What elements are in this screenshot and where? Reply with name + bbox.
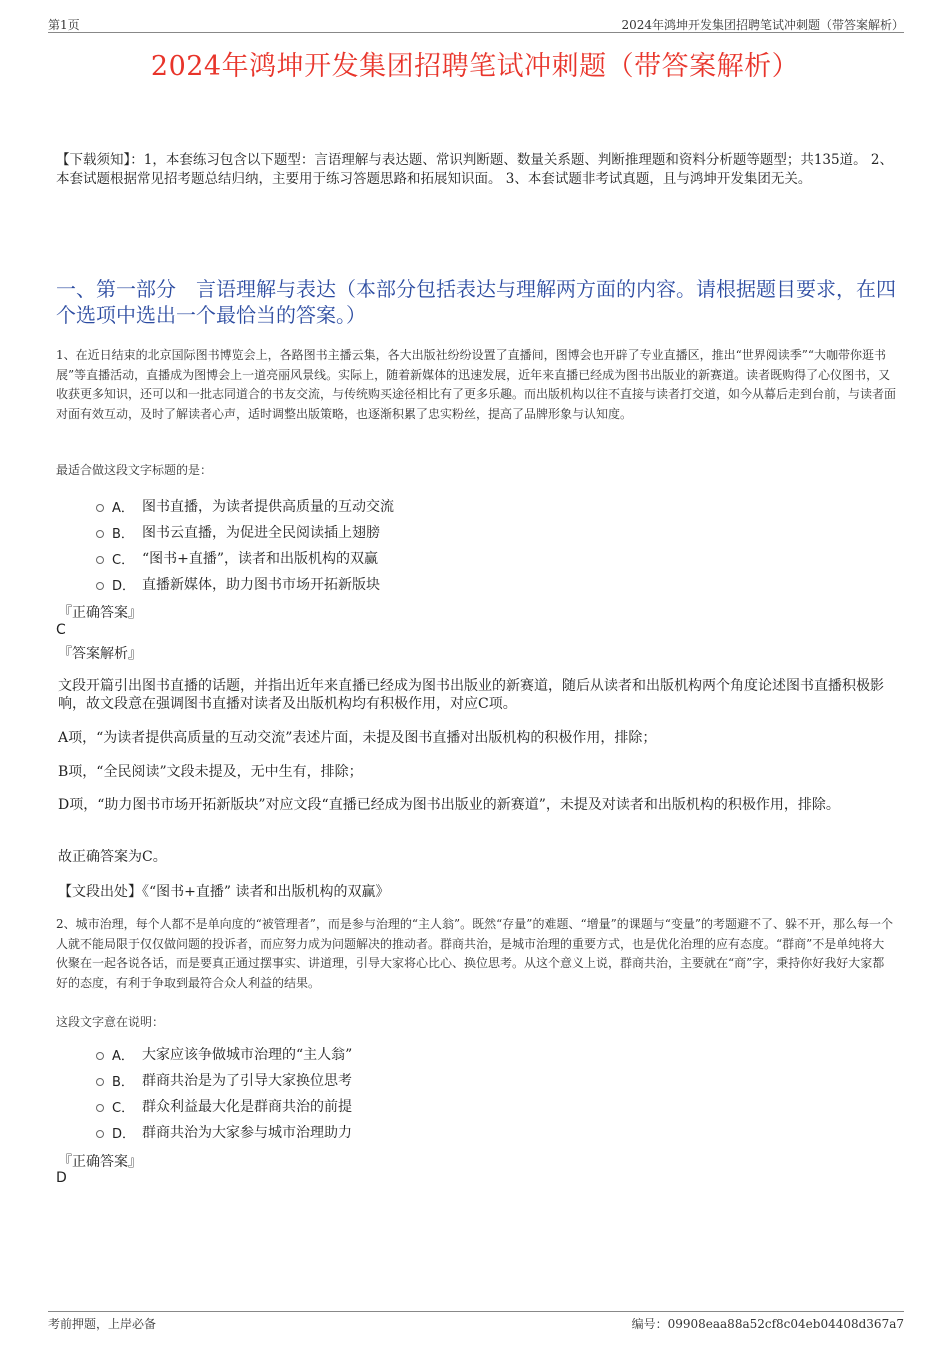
correct-answer: D [56, 1170, 67, 1186]
analysis-paragraph: D项，“助力图书市场开拓新版块”对应文段“直播已经成为图书出版业的新赛道”，未提及对读者和出版机构的积极作用，排除。 [58, 797, 840, 813]
option-d[interactable] [96, 571, 394, 597]
option-text: 直播新媒体，助力图书市场开拓新版块 [142, 577, 380, 593]
analysis-paragraph: A项，“为读者提供高质量的互动交流”表述片面，未提及图书直播对出版机构的积极作用，排除； [58, 730, 657, 746]
option-text: “图书+直播”，读者和出版机构的双赢 [142, 551, 379, 567]
download-notice: 【下载须知】：1，本套练习包含以下题型：言语理解与表达题、常识判断题、数量关系题、判断推理题和资料分析题等题型；共135道。 2、本套试题根据常见招考题总结归纳，主要用于练习答题思路和拓展知识面。 3、本套试题非考试真题，且与鸿坤开发集团无关。 [56, 152, 893, 187]
radio-icon[interactable] [96, 556, 104, 564]
question-1-prompt: 最适合做这段文字标题的是： [56, 463, 213, 477]
page-header [48, 14, 904, 33]
option-letter: B． [112, 526, 134, 542]
analysis-paragraph: B项，“全民阅读”文段未提及，无中生有，排除； [58, 764, 363, 780]
question-2-options [96, 1041, 352, 1145]
radio-icon[interactable] [96, 1104, 104, 1112]
radio-icon[interactable] [96, 582, 104, 590]
option-text: 图书直播，为读者提供高质量的互动交流 [142, 499, 394, 515]
header-doc-title: 2024年鸿坤开发集团招聘笔试冲刺题（带答案解析） [621, 18, 904, 32]
option-b[interactable] [96, 1067, 352, 1093]
option-c[interactable] [96, 1093, 352, 1119]
correct-answer: C [56, 622, 66, 638]
option-letter: D． [112, 578, 136, 594]
footer-serial: 编号：09908eaa88a52cf8c04eb04408d367a7 [631, 1317, 904, 1331]
option-a[interactable] [96, 1041, 352, 1067]
option-letter: B． [112, 1074, 134, 1090]
footer-slogan: 考前押题，上岸必备 [48, 1317, 157, 1331]
source-citation: 【文段出处】《“图书+直播” 读者和出版机构的双赢》 [58, 884, 390, 900]
question-1-options [96, 493, 394, 597]
option-letter: A． [112, 500, 134, 516]
document-title: 2024年鸿坤开发集团招聘笔试冲刺题（带答案解析） [150, 51, 800, 82]
answer-label: 『正确答案』 [58, 1154, 142, 1170]
option-text: 图书云直播，为促进全民阅读插上翅膀 [142, 525, 380, 541]
page-footer [48, 1311, 904, 1332]
option-letter: A． [112, 1048, 134, 1064]
radio-icon[interactable] [96, 1130, 104, 1138]
option-text: 群众利益最大化是群商共治的前提 [142, 1099, 352, 1115]
radio-icon[interactable] [96, 530, 104, 538]
radio-icon[interactable] [96, 1052, 104, 1060]
option-a[interactable] [96, 493, 394, 519]
analysis-paragraph: 故正确答案为C。 [58, 849, 167, 865]
question-2-text: 2、城市治理，每个人都不是单向度的“被管理者”，而是参与治理的“主人翁”。既然“存量”的难题、“增量”的课题与“变量”的考题避不了、躲不开，那么每一个人就不能局限于仅仅做问题的投诉者，而应努力成为问题解决的推动者。群商共治，是城市治理的重要方式，也是优化治理的应有态度。“群商”不是单纯将大伙聚在一起各说各话，而是要真正通过摆事实、讲道理，引导大家将心比心、换位思考。从这个意义上说，群商共治，主要就在“商”字，秉持你好我好大家都好的态度，有利于争取到最符合众人利益的结果。 [56, 917, 893, 990]
option-d[interactable] [96, 1119, 352, 1145]
option-b[interactable] [96, 519, 394, 545]
question-1-text: 1、在近日结束的北京国际图书博览会上，各路图书主播云集，各大出版社纷纷设置了直播间，图博会也开辟了专业直播区，推出“世界阅读季”“大咖带你逛书展”等直播活动，直播成为图博会上一道亮丽风景线。实际上，随着新媒体的迅速发展，近年来直播已经成为图书出版业的新赛道。读者既购得了心仪图书，又收获更多知识，还可以和一批志同道合的书友交流，与传统购买途径相比有了更多乐趣。而出版机构以往不直接与读者打交道，如今从幕后走到台前，与读者面对面有效互动，及时了解读者心声，适时调整出版策略，也逐渐积累了忠实粉丝，提高了品牌形象与认知度。 [56, 348, 897, 421]
question-2-prompt: 这段文字意在说明： [56, 1015, 165, 1029]
option-text: 群商共治为大家参与城市治理助力 [142, 1125, 352, 1141]
option-c[interactable] [96, 545, 394, 571]
radio-icon[interactable] [96, 1078, 104, 1086]
option-text: 群商共治是为了引导大家换位思考 [142, 1073, 352, 1089]
option-letter: C． [112, 1100, 135, 1116]
page-number: 第1页 [48, 18, 80, 32]
radio-icon[interactable] [96, 504, 104, 512]
option-letter: D． [112, 1126, 136, 1142]
analysis-paragraph: 文段开篇引出图书直播的话题，并指出近年来直播已经成为图书出版业的新赛道，随后从读者和出版机构两个角度论述图书直播积极影响，故文段意在强调图书直播对读者及出版机构均有积极作用，对应C项。 [58, 678, 884, 712]
answer-label: 『正确答案』 [58, 605, 142, 621]
section-title: 一、第一部分 言语理解与表达（本部分包括表达与理解两方面的内容。请根据题目要求，在四个选项中选出一个最恰当的答案。） [56, 277, 896, 327]
option-text: 大家应该争做城市治理的“主人翁” [142, 1047, 353, 1063]
option-letter: C． [112, 552, 135, 568]
analysis-label: 『答案解析』 [58, 646, 142, 662]
